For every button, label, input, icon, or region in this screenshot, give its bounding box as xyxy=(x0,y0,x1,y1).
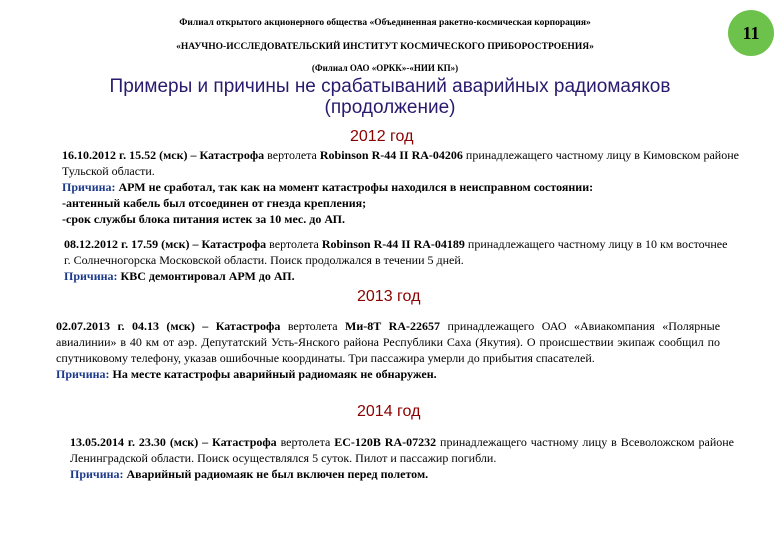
incident-text: принадлежащего ОАО «Авиакомпания «Полярные авиалинии» в 40 км от аэр. Депутатский Усть-Янского района Республики Саха (Якутия). О происшествии экипаж сообщил по спутниковому телефону, указав ошибочные координаты. Три пассажира умерли до прибытия спасателей. xyxy=(56,319,721,365)
org-header-line2: «НАУЧНО-ИССЛЕДОВАТЕЛЬСКИЙ ИНСТИТУТ КОСМИЧЕСКОГО ПРИБОРОСТРОЕНИЯ» xyxy=(176,42,594,52)
incident-text: принадлежащего частному лицу в Кимовском районе Тульской области. xyxy=(62,148,739,178)
incident-aircraft: Robinson R-44 II RA-04206 xyxy=(319,148,463,162)
incident-date: 08.12.2012 г. 17.59 (мск) – xyxy=(64,237,199,251)
incident-2014-1 xyxy=(70,434,734,482)
incident-kind: Катастрофа xyxy=(201,237,267,251)
cause-text: Аварийный радиомаяк не был включен перед полетом. xyxy=(126,467,429,481)
cause-detail: -антенный кабель был отсоединен от гнезда крепления; xyxy=(62,196,367,210)
incident-text: принадлежащего частному лицу в Всеволожском районе Ленинградской области. Поиск осуществлялся 5 суток. Пилот и пассажир погибли. xyxy=(70,435,734,465)
incident-2012-1 xyxy=(62,147,742,227)
cause-label: Причина: xyxy=(56,367,110,381)
year-heading-2013: 2013 год xyxy=(357,288,421,305)
page-number-badge xyxy=(728,10,774,56)
incident-text: вертолета xyxy=(280,435,331,449)
incident-aircraft: Ми-8Т RA-22657 xyxy=(345,319,441,333)
incident-2012-2 xyxy=(64,236,736,284)
incident-aircraft: Robinson R-44 II RA-04189 xyxy=(321,237,465,251)
incident-date: 02.07.2013 г. 04.13 (мск) – xyxy=(56,319,209,333)
incident-text: вертолета xyxy=(269,237,319,251)
incident-text: принадлежащего частному лицу в 10 км восточнее г. Солнечногорска Московской области. Поиск продолжался в течении 5 дней. xyxy=(64,237,728,267)
cause-label: Причина: xyxy=(70,467,124,481)
page-number: 11 xyxy=(742,22,760,43)
org-header-line3: (Филиал ОАО «ОРКК»-«НИИ КП») xyxy=(311,63,459,73)
year-heading-2012: 2012 год xyxy=(350,128,414,145)
cause-detail: -срок службы блока питания истек за 10 мес. до АП. xyxy=(62,212,346,226)
incident-date: 13.05.2014 г. 23.30 (мск) – xyxy=(70,435,209,449)
cause-label: Причина: xyxy=(64,269,118,283)
cause-text: АРМ не сработал, так как на момент катастрофы находился в неисправном состоянии: xyxy=(118,180,594,194)
incident-aircraft: EC-120B RA-07232 xyxy=(334,435,437,449)
incident-2013-1 xyxy=(56,318,720,382)
incident-kind: Катастрофа xyxy=(199,148,265,162)
incident-kind: Катастрофа xyxy=(215,319,281,333)
slide-title-line1: Примеры и причины не срабатываний аварийных радиомаяков xyxy=(109,76,671,97)
incident-kind: Катастрофа xyxy=(212,435,277,449)
slide-title-line2: (продолжение) xyxy=(324,97,456,118)
cause-text: На месте катастрофы аварийный радиомаяк не обнаружен. xyxy=(112,367,437,381)
cause-label: Причина: xyxy=(62,180,116,194)
slide-title xyxy=(60,76,720,118)
cause-text: КВС демонтировал АРМ до АП. xyxy=(120,269,295,283)
incident-text: вертолета xyxy=(267,148,317,162)
incident-text: вертолета xyxy=(287,319,338,333)
year-heading-2014: 2014 год xyxy=(357,403,421,420)
org-header-line1: Филиал открытого акционерного общества «Объединенная ракетно-космическая корпорация» xyxy=(179,18,591,28)
incident-date: 16.10.2012 г. 15.52 (мск) – xyxy=(62,148,197,162)
